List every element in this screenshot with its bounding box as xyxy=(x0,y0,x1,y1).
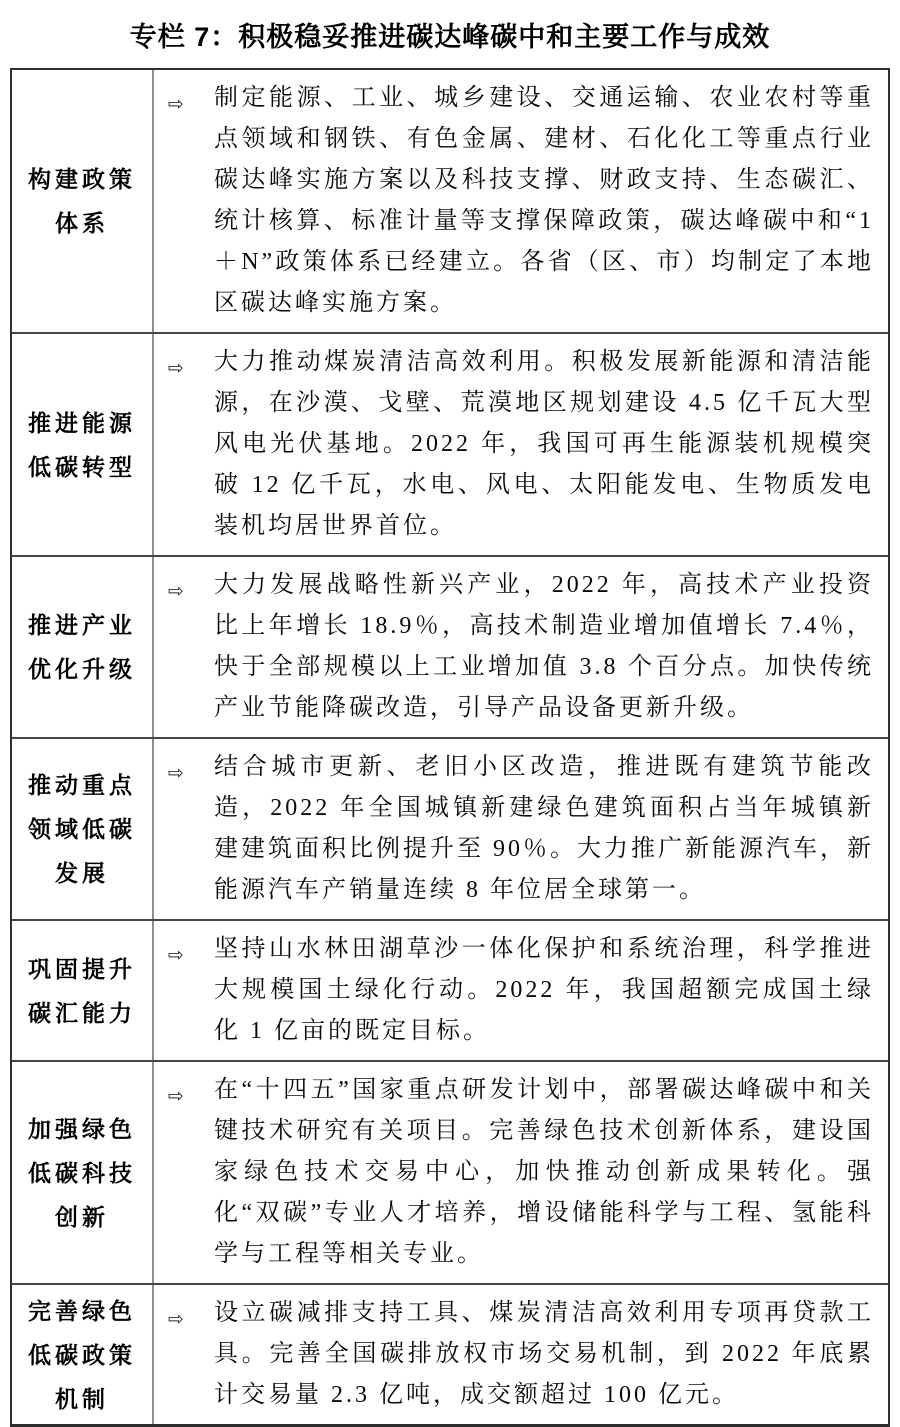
row-content-cell xyxy=(154,334,888,555)
table-row xyxy=(12,919,888,1060)
row-content-cell xyxy=(154,1062,888,1283)
row-label-cell xyxy=(12,1062,154,1283)
row-text: 设立碳减排支持工具、煤炭清洁高效利用专项再贷款工具。完善全国碳排放权市场交易机制，到 2022 年底累计交易量 2.3 亿吨，成交额超过 100 亿元。 xyxy=(214,1300,874,1408)
row-label-cell xyxy=(12,70,154,332)
table-row xyxy=(12,70,888,332)
row-content-cell xyxy=(154,739,888,919)
row-text: 结合城市更新、老旧小区改造，推进既有建筑节能改造，2022 年全国城镇新建绿色建筑面积占当年城镇新建建筑面积比例提升至 90％。大力推广新能源汽车，新能源汽车产销量连续 8 年位居全球第一。 xyxy=(214,754,874,903)
row-label-cell xyxy=(12,739,154,919)
row-label-cell xyxy=(12,921,154,1060)
row-label: 推进产业优化升级 xyxy=(28,612,136,682)
arrow-bullet-icon: ⇨ xyxy=(168,357,184,379)
row-text: 大力推动煤炭清洁高效利用。积极发展新能源和清洁能源，在沙漠、戈壁、荒漠地区规划建设 4.5 亿千瓦大型风电光伏基地。2022 年，我国可再生能源装机规模突破 12 亿千瓦，水电、风电、太阳能发电、生物质发电装机均居世界首位。 xyxy=(214,349,874,539)
row-label: 构建政策体系 xyxy=(28,166,136,236)
arrow-bullet-icon: ⇨ xyxy=(168,944,184,966)
row-label: 推动重点领域低碳发展 xyxy=(28,772,136,886)
arrow-bullet-icon: ⇨ xyxy=(168,1308,184,1330)
policy-table xyxy=(10,68,890,1427)
row-label-cell xyxy=(12,334,154,555)
row-text: 制定能源、工业、城乡建设、交通运输、农业农村等重点领域和钢铁、有色金属、建材、石化化工等重点行业碳达峰实施方案以及科技支撑、财政支持、生态碳汇、统计核算、标准计量等支撑保障政策，碳达峰碳中和“1＋N”政策体系已经建立。各省（区、市）均制定了本地区碳达峰实施方案。 xyxy=(214,85,874,316)
row-text: 在“十四五”国家重点研发计划中，部署碳达峰碳中和关键技术研究有关项目。完善绿色技术创新体系，建设国家绿色技术交易中心，加快推动创新成果转化。强化“双碳”专业人才培养，增设储能科学与工程、氢能科学与工程等相关专业。 xyxy=(214,1077,874,1267)
table-row xyxy=(12,332,888,555)
arrow-bullet-icon: ⇨ xyxy=(168,762,184,784)
row-text: 大力发展战略性新兴产业，2022 年，高技术产业投资比上年增长 18.9％，高技术制造业增加值增长 7.4％，快于全部规模以上工业增加值 3.8 个百分点。加快传统产业节能降碳改造，引导产品设备更新升级。 xyxy=(214,572,874,721)
row-label: 巩固提升碳汇能力 xyxy=(28,955,136,1026)
row-label: 完善绿色低碳政策机制 xyxy=(28,1297,136,1412)
table-row xyxy=(12,1283,888,1424)
table-row xyxy=(12,737,888,919)
row-content-cell xyxy=(154,557,888,737)
arrow-bullet-icon: ⇨ xyxy=(168,1085,184,1107)
table-row xyxy=(12,555,888,737)
row-label: 推进能源低碳转型 xyxy=(28,409,136,480)
table-row xyxy=(12,1060,888,1283)
row-content-cell xyxy=(154,921,888,1060)
row-label-cell xyxy=(12,1285,154,1424)
row-label: 加强绿色低碳科技创新 xyxy=(28,1115,136,1230)
page-title: 专栏 7：积极稳妥推进碳达峰碳中和主要工作与成效 xyxy=(129,22,771,52)
arrow-bullet-icon: ⇨ xyxy=(168,580,184,602)
arrow-bullet-icon: ⇨ xyxy=(168,93,184,115)
row-content-cell xyxy=(154,70,888,332)
row-text: 坚持山水林田湖草沙一体化保护和系统治理，科学推进大规模国土绿化行动。2022 年，我国超额完成国土绿化 1 亿亩的既定目标。 xyxy=(214,936,874,1044)
row-content-cell xyxy=(154,1285,888,1424)
row-label-cell xyxy=(12,557,154,737)
